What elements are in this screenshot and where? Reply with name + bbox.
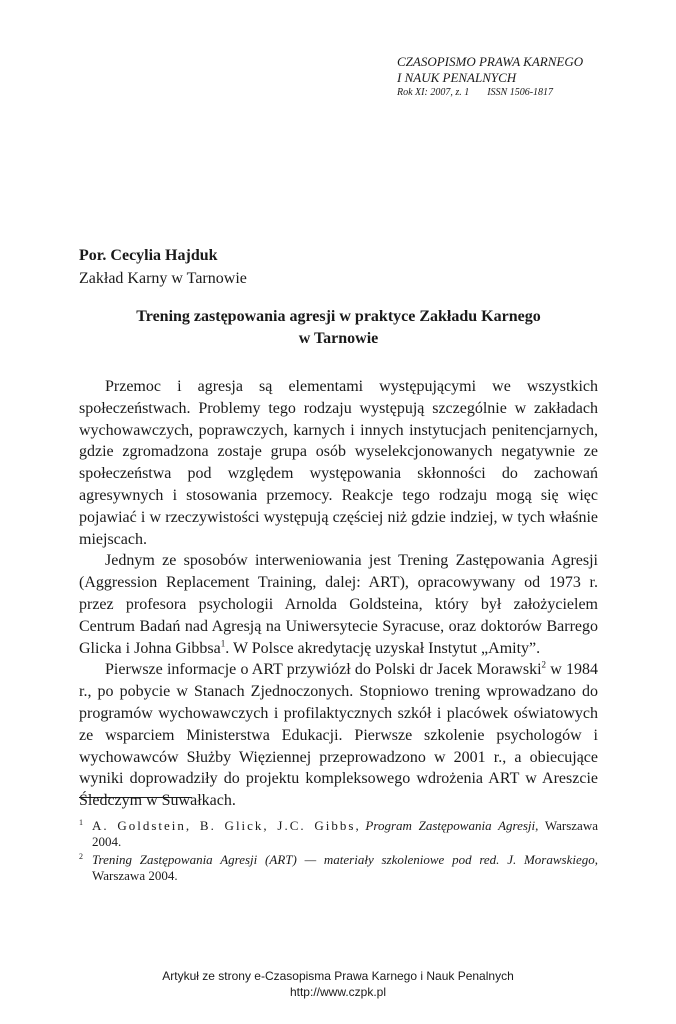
footnote-2	[79, 852, 598, 884]
author-block	[79, 244, 247, 290]
footnote-2-rest: , Warszawa 2004.	[92, 852, 598, 883]
author-affiliation: Zakład Karny w Tarnowie	[79, 270, 247, 287]
footnote-1-separator: ,	[355, 818, 366, 833]
footnote-1-authors: A. Goldstein, B. Glick, J.C. Gibbs	[92, 818, 356, 833]
paragraph-2-text-a: Jednym ze sposobów interweniowania jest Trening Zastępowania Agresji (Aggression Replacement Training, dalej: ART), opracowywany od 1973 r. przez profesora psychologii Arnolda Goldsteina, który był założycielem Centrum Badań nad Agresją na Uniwersytecie Syracuse, oraz doktorów Barrego Glicka i Johna Gibbsa	[79, 552, 598, 657]
footnote-1-rest: , Warszawa 2004.	[92, 818, 598, 849]
footnotes	[79, 818, 598, 886]
journal-header	[397, 54, 637, 100]
footnote-ref-1[interactable]: 1	[220, 638, 226, 649]
paragraph-3	[79, 659, 598, 812]
footnote-2-number: 2	[79, 852, 83, 861]
page-footer	[0, 968, 676, 1000]
paragraph-2-text-b: . W Polsce akredytację uzyskał Instytut „Amity”.	[225, 639, 541, 657]
footnote-1	[79, 818, 598, 850]
paragraph-2	[79, 550, 598, 659]
article-title-line2: w Tarnowie	[298, 330, 379, 347]
footnote-2-title: Trening Zastępowania Agresji (ART) — materiały szkoleniowe pod red. J. Morawskiego	[92, 852, 595, 867]
journal-issue-line	[397, 86, 637, 100]
footnote-1-title: Program Zastępowania Agresji	[365, 818, 536, 833]
journal-title-line2: I NAUK PENALNYCH	[397, 70, 517, 85]
paragraph-1: Przemoc i agresja są elementami występującymi we wszystkich społeczeństwach. Problemy tego rodzaju występują szczególnie w zakładach wychowawczych, poprawczych, karnych i innych instytucjach penitencjarnych, gdzie zgromadzona zostaje grupa osób wyselekcjonowanych negatywnie ze społeczeństwa pod względem występowania skłonności do zachowań agresywnych i stosowania przemocy. Reakcje tego rodzaju mogą się więc pojawiać i w rzeczywistości występują częściej niż gdzie indziej, w tych właśnie miejscach.	[79, 378, 598, 548]
paragraph-3-text-a: Pierwsze informacje o ART przywiózł do Polski dr Jacek Morawski	[105, 661, 542, 679]
footer-url-link[interactable]: http://www.czpk.pl	[289, 985, 387, 999]
journal-issn: ISSN 1506-1817	[487, 87, 554, 98]
footnote-1-number: 1	[79, 818, 83, 827]
paragraph-3-text-b: w 1984 r., po pobycie w Stanach Zjednoczonych. Stopniowo trening wprowadzano do programów wychowawczych i profilaktycznych szkół i placówek oświatowych ze wsparciem Ministerstwa Edukacji. Pierwsze szkolenie psychologów i wychowawców Służby Więziennej przeprowadzono w 2001 r., a obiecujące wyniki doprowadziły do projektu kompleksowego wdrożenia ART w Areszcie Śledczym w Suwałkach.	[79, 661, 599, 810]
journal-issue: Rok XI: 2007, z. 1	[397, 87, 470, 98]
article-title	[79, 306, 598, 350]
journal-title-line1: CZASOPISMO PRAWA KARNEGO	[397, 54, 584, 69]
article-title-line1: Trening zastępowania agresji w praktyce Zakładu Karnego	[136, 308, 541, 325]
footnote-divider	[79, 797, 192, 798]
footer-source-text: Artykuł ze strony e-Czasopisma Prawa Karnego i Nauk Penalnych	[162, 969, 514, 983]
footnote-ref-2[interactable]: 2	[541, 660, 547, 671]
article-body	[79, 376, 598, 812]
author-name: Por. Cecylia Hajduk	[79, 247, 218, 264]
